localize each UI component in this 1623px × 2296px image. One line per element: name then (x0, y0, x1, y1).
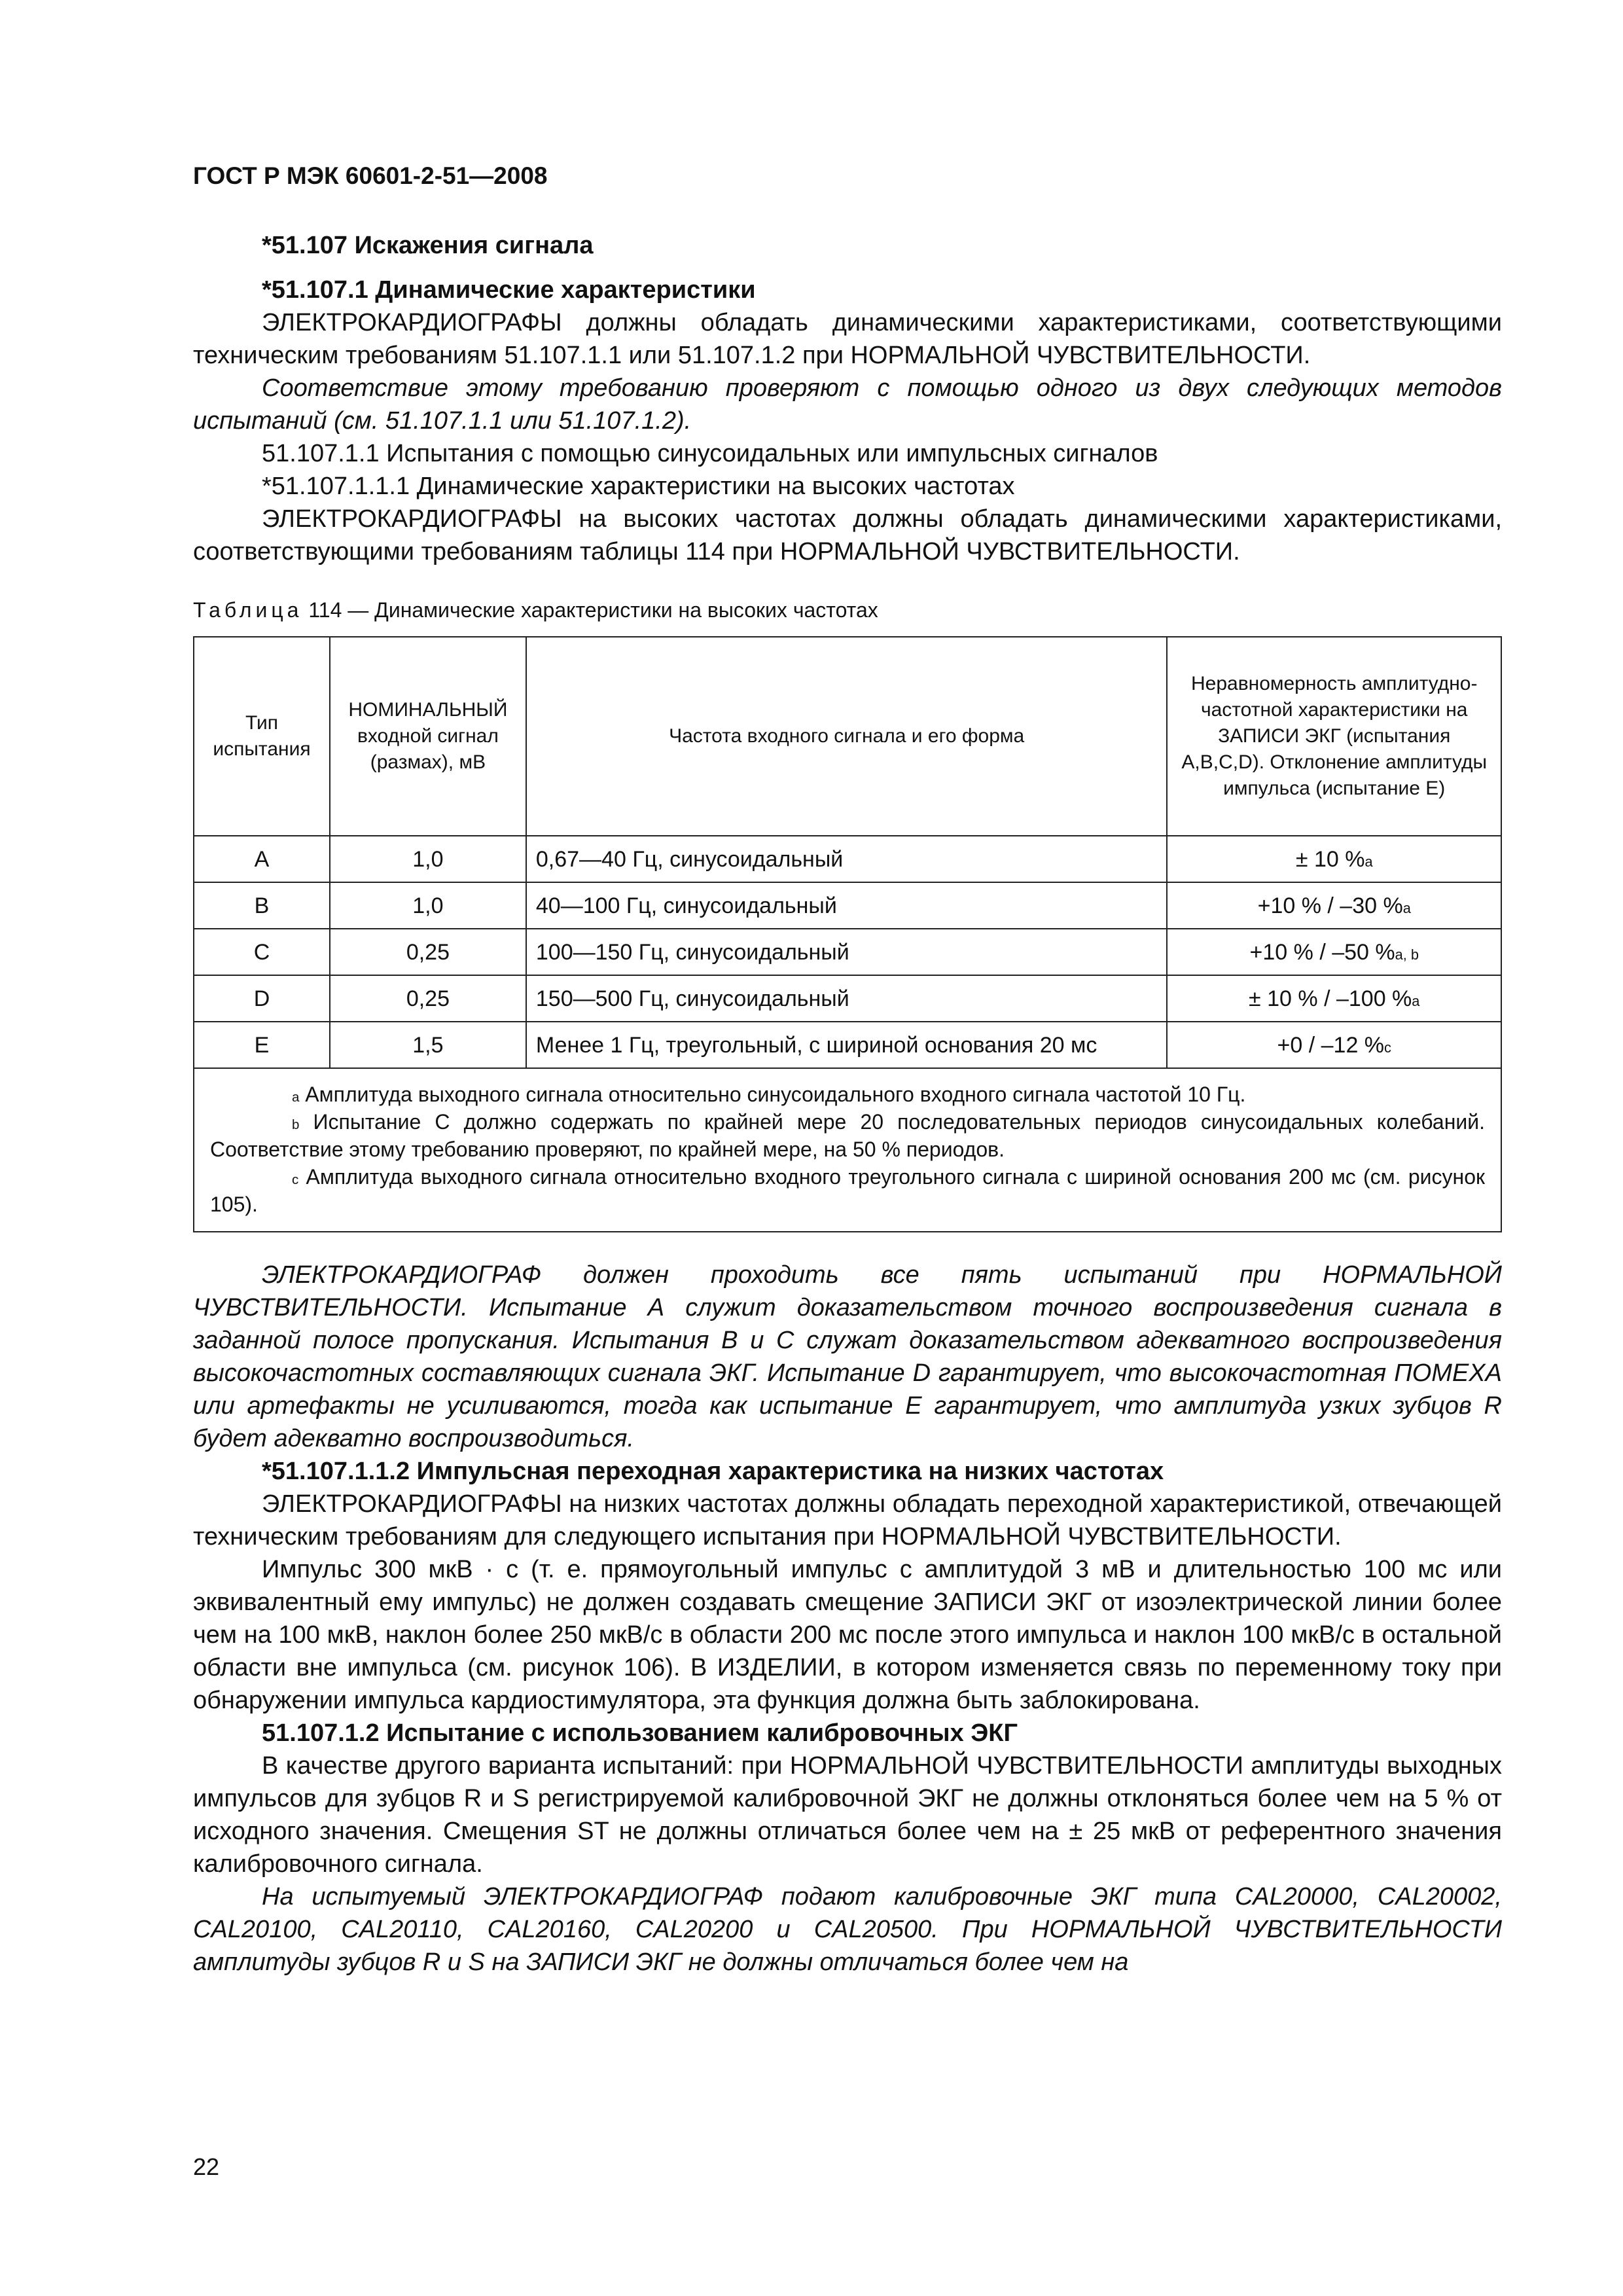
footnote-ref: a (1412, 992, 1420, 1009)
deviation-value: ± 10 % / –100 % (1249, 986, 1412, 1011)
cell-deviation (1167, 929, 1501, 975)
footnote-mark: a (292, 1090, 300, 1105)
cell-deviation (1167, 1022, 1501, 1068)
footnote-ref: a (1402, 899, 1411, 916)
table-row (194, 1022, 1501, 1068)
paragraph-high-freq-requirements: ЭЛЕКТРОКАРДИОГРАФЫ на высоких частотах должны обладать динамическими характеристиками, соответствующими требованиям таблицы 114 при НОРМАЛЬНОЙ ЧУВСТВИТЕЛЬНОСТИ. (193, 505, 1502, 565)
cell-type: B (194, 882, 330, 929)
table-caption-text: 114 — Динамические характеристики на высоких частотах (302, 598, 878, 622)
cell-type: E (194, 1022, 330, 1068)
section-heading-51-107: *51.107 Искажения сигнала (262, 232, 594, 259)
footnote-mark: b (292, 1117, 300, 1132)
cell-signal: 1,0 (330, 836, 526, 882)
table-row (194, 975, 1501, 1022)
table-footnotes (194, 1068, 1501, 1232)
section-line-51-107-1-1-1: *51.107.1.1.1 Динамические характеристики на высоких частотах (262, 473, 1015, 500)
cell-signal: 0,25 (330, 975, 526, 1022)
cell-frequency: Менее 1 Гц, треугольный, с шириной основания 20 мс (526, 1022, 1168, 1068)
table-114 (193, 636, 1502, 1232)
header-frequency-shape: Частота входного сигнала и его форма (526, 637, 1168, 836)
page-content (193, 229, 1502, 1979)
cell-signal: 1,0 (330, 882, 526, 929)
cell-signal: 1,5 (330, 1022, 526, 1068)
cell-deviation (1167, 882, 1501, 929)
table-row (194, 836, 1501, 882)
document-id-header: ГОСТ Р МЭК 60601-2-51—2008 (193, 162, 548, 189)
cell-type: D (194, 975, 330, 1022)
footnote-a (210, 1081, 1485, 1108)
deviation-value: +0 / –12 % (1277, 1032, 1385, 1058)
header-nominal-signal: НОМИНАЛЬНЫЙ входной сигнал (размах), мВ (330, 637, 526, 836)
table-caption (193, 597, 1502, 623)
deviation-value: ± 10 % (1295, 846, 1365, 872)
footnote-text: Амплитуда выходного сигнала относительно входного треугольного сигнала с шириной основания 200 мс (см. рисунок 105). (210, 1165, 1485, 1216)
cell-signal: 0,25 (330, 929, 526, 975)
footnote-text: Амплитуда выходного сигнала относительно синусоидального входного сигнала частотой 10 Гц. (299, 1083, 1246, 1106)
footnote-mark: c (292, 1172, 299, 1187)
footnote-ref: a, b (1395, 946, 1419, 963)
deviation-value: +10 % / –50 % (1249, 939, 1395, 965)
header-test-type: Тип испытания (194, 637, 330, 836)
section-line-51-107-1-1: 51.107.1.1 Испытания с помощью синусоидальных или импульсных сигналов (262, 440, 1158, 467)
page-number: 22 (193, 2153, 220, 2180)
paragraph-pulse-test: Импульс 300 мкВ · с (т. е. прямоугольный импульс с амплитудой 3 мВ и длительностью 100 мс или эквивалентный ему импульс) не должен создавать смещение ЗАПИСИ ЭКГ от изоэлектрической линии более чем на 100 мкВ, наклон более 250 мкВ/с в области 200 мс после этого импульса и наклон 100 мкВ/с в остальной области вне импульса (см. рисунок 106). В ИЗДЕЛИИ, в котором изменяется связь по переменному току при обнаружении импульса кардиостимулятора, эта функция должна быть заблокирована. (193, 1556, 1502, 1714)
footnote-c (210, 1163, 1485, 1218)
cell-frequency: 100—150 Гц, синусоидальный (526, 929, 1168, 975)
section-heading-51-107-1-2: 51.107.1.2 Испытание с использованием калибровочных ЭКГ (262, 1719, 1018, 1747)
paragraph-calibration-alternative: В качестве другого варианта испытаний: при НОРМАЛЬНОЙ ЧУВСТВИТЕЛЬНОСТИ амплитуды выходных импульсов для зубцов R и S регистрируемой калибровочной ЭКГ не должны отклоняться более чем на 5 % от исходного значения. Смещения ST не должны отличаться более чем на ± 25 мкВ от референтного значения калибровочного сигнала. (193, 1752, 1502, 1878)
section-heading-51-107-1: *51.107.1 Динамические характеристики (262, 276, 756, 304)
cell-frequency: 40—100 Гц, синусоидальный (526, 882, 1168, 929)
footnote-ref: c (1384, 1039, 1391, 1056)
footnote-b (210, 1108, 1485, 1163)
table-caption-word: Таблица (193, 598, 303, 622)
paragraph-low-freq-requirements: ЭЛЕКТРОКАРДИОГРАФЫ на низких частотах должны обладать переходной характеристикой, отвечающей техническим требованиям для следующего испытания при НОРМАЛЬНОЙ ЧУВСТВИТЕЛЬНОСТИ. (193, 1490, 1502, 1551)
cell-deviation (1167, 836, 1501, 882)
table-footnotes-row (194, 1068, 1501, 1232)
paragraph-dynamic-requirements: ЭЛЕКТРОКАРДИОГРАФЫ должны обладать динамическими характеристиками, соответствующими техническим требованиям 51.107.1.1 или 51.107.1.2 при НОРМАЛЬНОЙ ЧУВСТВИТЕЛЬНОСТИ. (193, 309, 1502, 369)
footnote-text: Испытание С должно содержать по крайней мере 20 последовательных периодов синусоидальных колебаний. Соответствие этому требованию проверяют, по крайней мере, на 50 % периодов. (210, 1110, 1485, 1161)
table-row (194, 882, 1501, 929)
cell-deviation (1167, 975, 1501, 1022)
table-header-row (194, 637, 1501, 836)
cell-frequency: 0,67—40 Гц, синусоидальный (526, 836, 1168, 882)
paragraph-compliance-methods: Соответствие этому требованию проверяют с помощью одного из двух следующих методов испытаний (см. 51.107.1.1 или 51.107.1.2). (193, 374, 1502, 435)
deviation-value: +10 % / –30 % (1257, 893, 1403, 918)
cell-type: C (194, 929, 330, 975)
footnote-ref: a (1364, 853, 1373, 870)
section-heading-51-107-1-1-2: *51.107.1.1.2 Импульсная переходная характеристика на низких частотах (262, 1458, 1164, 1485)
paragraph-calibration-ecg-types: На испытуемый ЭЛЕКТРОКАРДИОГРАФ подают калибровочные ЭКГ типа CAL20000, CAL20002, CAL20100, CAL20110, CAL20160, CAL20200 и CAL20500. При НОРМАЛЬНОЙ ЧУВСТВИТЕЛЬНОСТИ амплитуды зубцов R и S на ЗАПИСИ ЭКГ не должны отличаться более чем на (193, 1883, 1502, 1976)
cell-frequency: 150—500 Гц, синусоидальный (526, 975, 1168, 1022)
table-row (194, 929, 1501, 975)
paragraph-five-tests: ЭЛЕКТРОКАРДИОГРАФ должен проходить все пять испытаний при НОРМАЛЬНОЙ ЧУВСТВИТЕЛЬНОСТИ. Испытание А служит доказательством точного воспроизведения сигнала в заданной полосе пропускания. Испытания В и С служат доказательством адекватного воспроизведения высокочастотных составляющих сигнала ЭКГ. Испытание D гарантирует, что высокочастотная ПОМЕХА или артефакты не усиливаются, тогда как испытание Е гарантирует, что амплитуда узких зубцов R будет адекватно воспроизводиться. (193, 1261, 1502, 1452)
header-deviation: Неравномерность амплитудно-частотной характеристики на ЗАПИСИ ЭКГ (испытания А,В,С,D). Отклонение амплитуды импульса (испытание Е) (1167, 637, 1501, 836)
cell-type: A (194, 836, 330, 882)
